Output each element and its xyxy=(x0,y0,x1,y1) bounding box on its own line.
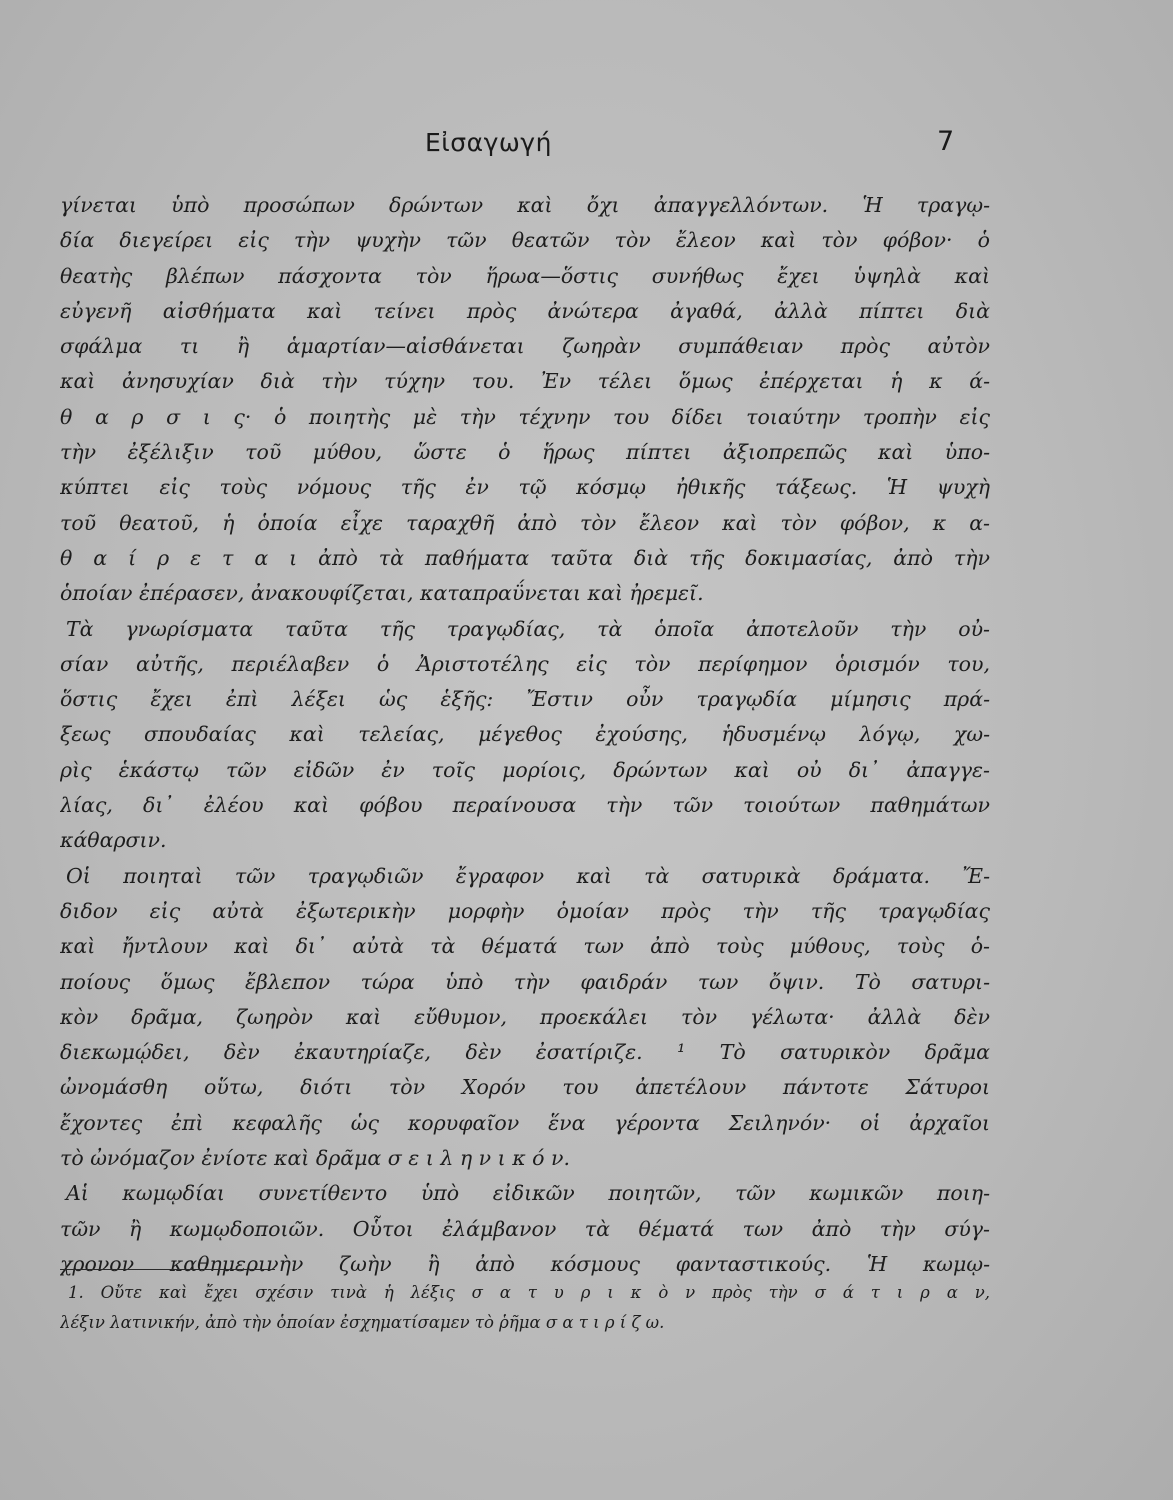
text-line: θεατὴς βλέπων πάσχοντα τὸν ἥρωα—ὅστις συνήθως ἔχει ὑψηλὰ καὶ xyxy=(60,263,990,288)
text-line: τῶν ἢ κωμῳδοποιῶν. Οὗτοι ἐλάμβανον τὰ θέματά των ἀπὸ τὴν σύγ- xyxy=(60,1216,990,1241)
body-text xyxy=(60,188,990,1282)
text-line: Τὰ γνωρίσματα ταῦτα τῆς τραγῳδίας, τὰ ὁποῖα ἀποτελοῦν τὴν οὐ- xyxy=(66,616,990,641)
text-line: καὶ ἀνησυχίαν διὰ τὴν τύχην του. Ἐν τέλει ὅμως ἐπέρχεται ἡ κ ά- xyxy=(60,369,990,394)
text-line: σφάλμα τι ἢ ἁμαρτίαν—αἰσθάνεται ζωηρὰν συμπάθειαν πρὸς αὐτὸν xyxy=(60,334,990,359)
text-line: καὶ ἤντλουν καὶ δι᾽ αὐτὰ τὰ θέματά των ἀπὸ τοὺς μύθους, τοὺς ὁ- xyxy=(60,934,990,959)
text-line: ποίους ὅμως ἔβλεπον τώρα ὑπὸ τὴν φαιδράν των ὄψιν. Τὸ σατυρι- xyxy=(60,969,990,994)
text-line: τὴν ἐξέλιξιν τοῦ μύθου, ὥστε ὁ ἥρως πίπτει ἀξιοπρεπῶς καὶ ὑπο- xyxy=(60,440,990,465)
text-line: θ α ί ρ ε τ α ι ἀπὸ τὰ παθήματα ταῦτα διὰ τῆς δοκιμασίας, ἀπὸ τὴν xyxy=(60,545,990,570)
text-line: ὁποίαν ἐπέρασεν, ἀνακουφίζεται, καταπραΰνεται καὶ ἠρεμεῖ. xyxy=(60,581,704,606)
text-line: κὸν δρᾶμα, ζωηρὸν καὶ εὔθυμον, προεκάλει τὸν γέλωτα· ἀλλὰ δὲν xyxy=(60,1004,990,1029)
text-line: Αἱ κωμῳδίαι συνετίθεντο ὑπὸ εἰδικῶν ποιητῶν, τῶν κωμικῶν ποιη- xyxy=(66,1181,990,1206)
text-line: δία διεγείρει εἰς τὴν ψυχὴν τῶν θεατῶν τὸν ἔλεον καὶ τὸν φόβον· ὁ xyxy=(60,228,990,253)
text-line: εὐγενῆ αἰσθήματα καὶ τείνει πρὸς ἀνώτερα ἀγαθά, ἀλλὰ πίπτει διὰ xyxy=(60,298,990,323)
running-head-title: Εἰσαγωγή xyxy=(425,128,552,157)
text-line: τοῦ θεατοῦ, ἡ ὁποία εἶχε ταραχθῆ ἀπὸ τὸν ἔλεον καὶ τὸν φόβον, κ α- xyxy=(60,510,990,535)
page-number: 7 xyxy=(937,126,955,157)
text-line: Οἱ ποιηταὶ τῶν τραγῳδιῶν ἔγραφον καὶ τὰ σατυρικὰ δράματα. Ἔ- xyxy=(66,863,990,888)
text-line: γίνεται ὑπὸ προσώπων δρώντων καὶ ὄχι ἀπαγγελλόντων. Ἡ τραγῳ- xyxy=(60,193,990,217)
footnote-line: 1. Οὔτε καὶ ἔχει σχέσιν τινὰ ἡ λέξις σ α τ υ ρ ι κ ὸ ν πρὸς τὴν σ ά τ ι ρ α ν, xyxy=(68,1283,990,1302)
text-line: διδον εἰς αὐτὰ ἐξωτερικὴν μορφὴν ὁμοίαν πρὸς τὴν τῆς τραγῳδίας xyxy=(60,898,990,923)
footnotes xyxy=(60,1278,990,1338)
text-line: χρονον καθημερινὴν ζωὴν ἢ ἀπὸ κόσμους φανταστικούς. Ἡ κωμῳ- xyxy=(60,1251,990,1276)
footnote-line: λέξιν λατινικήν, ἀπὸ τὴν ὁποίαν ἐσχηματίσαμεν τὸ ῥῆμα σ α τ ι ρ ί ζ ω. xyxy=(60,1313,665,1332)
text-line: ὠνομάσθη οὕτω, διότι τὸν Χορόν του ἀπετέλουν πάντοτε Σάτυροι xyxy=(60,1075,990,1100)
text-line: κάθαρσιν. xyxy=(60,828,167,853)
text-line: κύπτει εἰς τοὺς νόμους τῆς ἐν τῷ κόσμῳ ἠθικῆς τάξεως. Ἡ ψυχὴ xyxy=(60,475,990,500)
text-line: διεκωμῴδει, δὲν ἐκαυτηρίαζε, δὲν ἐσατίριζε. ¹ Τὸ σατυρικὸν δρᾶμα xyxy=(60,1040,990,1065)
text-line: ὅστις ἔχει ἐπὶ λέξει ὡς ἑξῆς: Ἔστιν οὖν τραγῳδία μίμησις πρά- xyxy=(60,687,990,712)
text-line: θ α ρ σ ι ς· ὁ ποιητὴς μὲ τὴν τέχνην του δίδει τοιαύτην τροπὴν εἰς xyxy=(60,404,990,429)
text-line: ἔχοντες ἐπὶ κεφαλῆς ὡς κορυφαῖον ἕνα γέροντα Σειληνόν· οἱ ἀρχαῖοι xyxy=(60,1110,990,1135)
text-line: σίαν αὐτῆς, περιέλαβεν ὁ Ἀριστοτέλης εἰς τὸν περίφημον ὁρισμόν του, xyxy=(60,651,990,676)
text-line: τὸ ὠνόμαζον ἐνίοτε καὶ δρᾶμα σ ε ι λ η ν ι κ ό ν. xyxy=(60,1146,570,1171)
footnote-divider xyxy=(60,1269,275,1270)
text-line: ρὶς ἑκάστῳ τῶν εἰδῶν ἐν τοῖς μορίοις, δρώντων καὶ οὐ δι᾽ ἀπαγγε- xyxy=(60,757,990,782)
text-line: λίας, δι᾽ ἐλέου καὶ φόβου περαίνουσα τὴν τῶν τοιούτων παθημάτων xyxy=(60,793,990,818)
text-line: ξεως σπουδαίας καὶ τελείας, μέγεθος ἐχούσης, ἡδυσμένῳ λόγῳ, χω- xyxy=(60,722,990,747)
